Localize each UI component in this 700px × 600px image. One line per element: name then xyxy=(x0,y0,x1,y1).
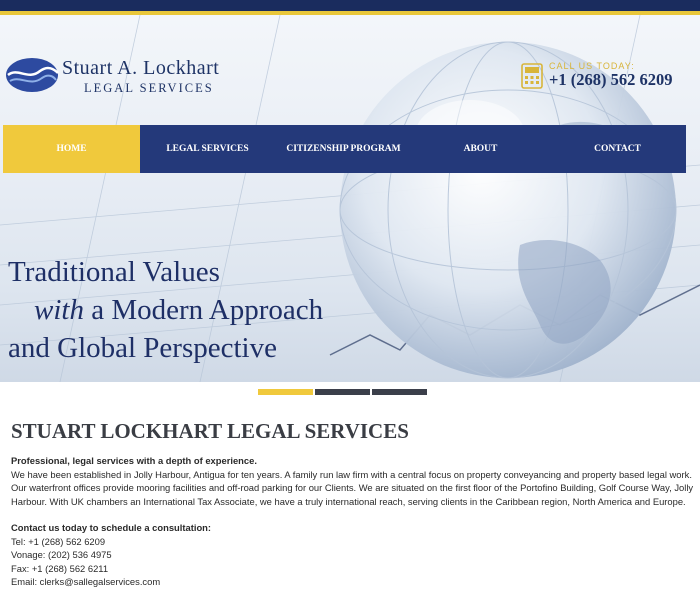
call-us-label: CALL US TODAY: xyxy=(549,61,635,71)
company-subtitle: LEGAL SERVICES xyxy=(84,81,214,95)
slide-indicator-1[interactable] xyxy=(258,389,313,395)
phone-number[interactable]: +1 (268) 562 6209 xyxy=(549,70,673,89)
call-us-block[interactable] xyxy=(521,61,691,101)
company-name: Stuart A. Lockhart xyxy=(62,57,220,79)
headline-line-1: Traditional Values xyxy=(8,256,220,288)
headline-line-2 xyxy=(8,291,323,329)
intro-paragraph: We have been established in Jolly Harbour, Antigua for ten years. A family run law firm with a central focus on property conveyancing and property based legal work. Our waterfront offices provide mooring facilities and off-road parking for our Clients. We are situated on the first floor of the Portofino Building, Golf Course Way, Jolly Harbour. With UK chambers an International Tax Associate, we have a truly international reach, serving clients in the Caribbean region, North America and Europe. xyxy=(11,468,694,507)
logo-wave-icon xyxy=(4,53,60,93)
tagline: Professional, legal services with a depth of experience. xyxy=(11,455,257,466)
top-accent-bar xyxy=(0,0,700,15)
contact-email[interactable]: Email: clerks@sallegalservices.com xyxy=(11,576,161,587)
nav-item-contact[interactable]: CONTACT xyxy=(594,144,641,154)
nav-item-legal-services[interactable]: LEGAL SERVICES xyxy=(166,144,249,154)
slider-indicators xyxy=(258,389,427,395)
contact-fax: Fax: +1 (268) 562 6211 xyxy=(11,562,109,574)
page-title: STUART LOCKHART LEGAL SERVICES xyxy=(11,419,409,443)
contact-heading: Contact us today to schedule a consultation: xyxy=(11,522,212,533)
headline-line-2-rest: a Modern Approach xyxy=(83,294,324,326)
contact-tel: Tel: +1 (268) 562 6209 xyxy=(11,535,106,547)
phone-icon xyxy=(521,63,543,89)
nav-item-about[interactable]: ABOUT xyxy=(463,144,498,154)
company-logo[interactable] xyxy=(4,53,244,105)
headline-line-3: and Global Perspective xyxy=(8,332,277,364)
nav-item-home[interactable]: HOME xyxy=(3,125,140,173)
main-navigation xyxy=(3,125,686,173)
headline-italic-word: with xyxy=(34,294,84,326)
nav-item-citizenship-program[interactable]: CITIZENSHIP PROGRAM xyxy=(286,144,401,154)
hero-headline xyxy=(8,253,323,367)
intro-content xyxy=(11,454,696,589)
hero-banner xyxy=(0,15,700,382)
contact-vonage: Vonage: (202) 536 4975 xyxy=(11,549,112,560)
slide-indicator-3[interactable] xyxy=(372,389,427,395)
slide-indicator-2[interactable] xyxy=(315,389,370,395)
